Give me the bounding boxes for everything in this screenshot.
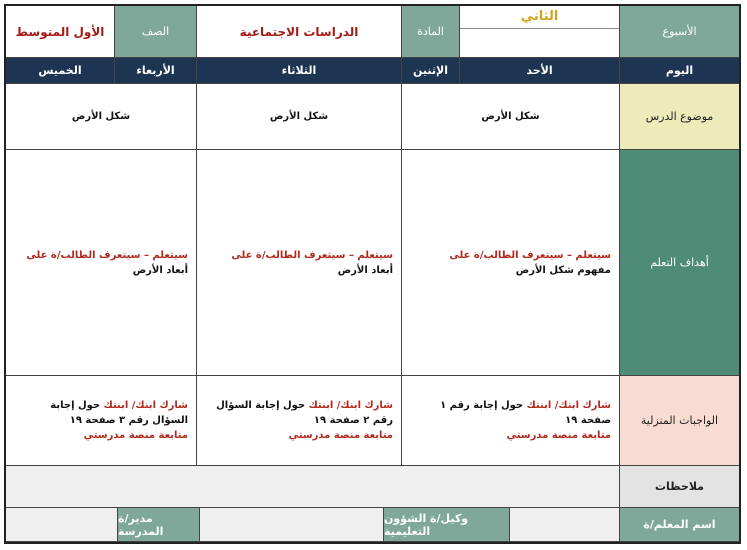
day-monday: الإثنين <box>401 58 459 84</box>
goal-text: مفهوم شكل الأرض <box>515 264 611 276</box>
notes-field[interactable] <box>6 466 619 508</box>
teacher-label: اسم المعلم/ة <box>619 508 739 542</box>
homework-share: شارك ابنك/ ابنتك <box>103 400 188 411</box>
goal-text: أبعاد الأرض <box>132 264 188 276</box>
topic-sun-mon[interactable]: شكل الأرض <box>401 84 619 150</box>
topic-label: موضوع الدرس <box>619 84 739 150</box>
lesson-plan-table <box>4 4 741 544</box>
topic-wed-thu[interactable]: شكل الأرض <box>6 84 196 150</box>
goal-intro: سيتعلم – سيتعرف الطالب/ة على <box>231 249 393 261</box>
day-tuesday: الثلاثاء <box>196 58 401 84</box>
vice-label: وكيل/ة الشؤون التعليمية <box>383 508 509 542</box>
days-row <box>6 58 739 84</box>
goal-intro: سيتعلم – سيتعرف الطالب/ة على <box>26 249 188 261</box>
topic-row <box>6 84 739 150</box>
week-value-cell[interactable] <box>459 6 619 58</box>
homework-text: حول إجابة السؤال رقم ٣ صفحة ١٩ <box>50 400 188 426</box>
subject-value[interactable]: الدراسات الاجتماعية <box>196 6 401 58</box>
notes-label: ملاحظات <box>619 466 739 508</box>
homework-platform: متابعة منصة مدرستي <box>288 430 393 441</box>
grade-label: الصف <box>114 6 196 58</box>
homework-platform: متابعة منصة مدرستي <box>506 430 611 441</box>
vice-name-field[interactable] <box>199 508 383 542</box>
header-row <box>6 6 739 58</box>
topic-tuesday[interactable]: شكل الأرض <box>196 84 401 150</box>
goals-tuesday[interactable] <box>196 150 401 376</box>
notes-row <box>6 466 739 508</box>
goals-sun-mon[interactable] <box>401 150 619 376</box>
week-label: الأسبوع <box>619 6 739 58</box>
day-thursday: الخميس <box>6 58 114 84</box>
day-sunday: الأحد <box>459 58 619 84</box>
day-label: اليوم <box>619 58 739 84</box>
homework-text: حول إجابة السؤال رقم ٢ صفحة ١٩ <box>216 400 393 426</box>
goals-row <box>6 150 739 376</box>
homework-label: الواجبات المنزلية <box>619 376 739 466</box>
homework-share: شارك ابنك/ ابنتك <box>308 400 393 411</box>
signature-row <box>6 508 739 542</box>
principal-label: مدير/ة المدرسة <box>117 508 199 542</box>
grade-value[interactable]: الأول المتوسط <box>6 6 114 58</box>
week-empty <box>460 29 619 57</box>
homework-wed-thu[interactable] <box>6 376 196 466</box>
homework-text: حول إجابة رقم ١ صفحة ١٩ <box>440 400 611 426</box>
goals-wed-thu[interactable] <box>6 150 196 376</box>
homework-tuesday[interactable] <box>196 376 401 466</box>
principal-name-field[interactable] <box>6 508 117 542</box>
week-value: الثاني <box>460 6 619 29</box>
homework-platform: متابعة منصة مدرستي <box>83 430 188 441</box>
goal-text: أبعاد الأرض <box>337 264 393 276</box>
teacher-name-field[interactable] <box>509 508 619 542</box>
homework-row <box>6 376 739 466</box>
goals-label: أهداف التعلم <box>619 150 739 376</box>
subject-label: المادة <box>401 6 459 58</box>
homework-sun-mon[interactable] <box>401 376 619 466</box>
goal-intro: سيتعلم – سيتعرف الطالب/ة على <box>449 249 611 261</box>
homework-share: شارك ابنك/ ابنتك <box>526 400 611 411</box>
day-wednesday: الأربعاء <box>114 58 196 84</box>
